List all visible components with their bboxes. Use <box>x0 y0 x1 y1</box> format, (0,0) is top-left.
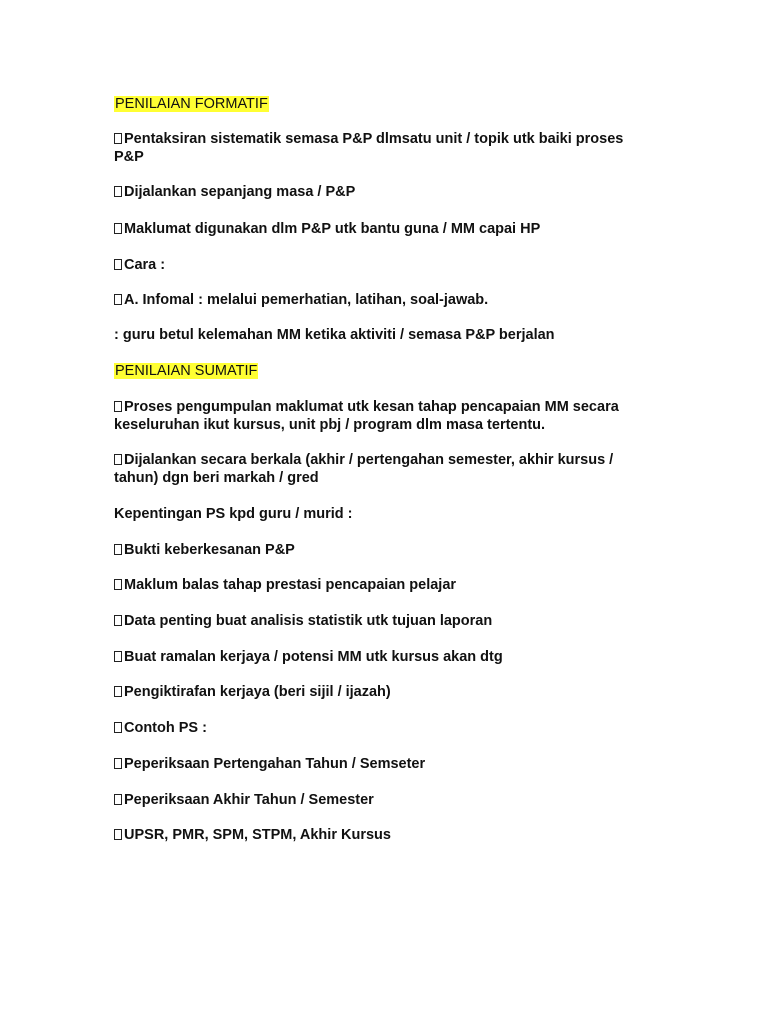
formatif-item-6-text: : guru betul kelemahan MM ketika aktiviti / semasa P&P berjalan <box>114 327 555 343</box>
kepentingan-item-2 <box>114 576 654 594</box>
missing-glyph-icon <box>114 544 122 555</box>
missing-glyph-icon <box>114 651 122 662</box>
kepentingan-item-1 <box>114 541 654 559</box>
missing-glyph-icon <box>114 259 122 270</box>
contoh-item-3-text: UPSR, PMR, SPM, STPM, Akhir Kursus <box>124 827 391 843</box>
kepentingan-item-4-text: Buat ramalan kerjaya / potensi MM utk kursus akan dtg <box>124 649 503 665</box>
kepentingan-item-1-text: Bukti keberkesanan P&P <box>124 542 295 558</box>
kepentingan-item-5 <box>114 683 654 701</box>
contoh-item-1-text: Peperiksaan Pertengahan Tahun / Semseter <box>124 756 426 772</box>
formatif-item-2-text: Dijalankan sepanjang masa / P&P <box>124 184 356 200</box>
formatif-item-6 <box>114 326 654 344</box>
kepentingan-item-3-text: Data penting buat analisis statistik utk tujuan laporan <box>124 613 493 629</box>
missing-glyph-icon <box>114 401 122 412</box>
kepentingan-item-2-text: Maklum balas tahap prestasi pencapaian pelajar <box>124 577 457 593</box>
missing-glyph-icon <box>114 223 122 234</box>
formatif-item-1 <box>114 130 654 148</box>
missing-glyph-icon <box>114 722 122 733</box>
contoh-item-2 <box>114 791 654 809</box>
sumatif-heading-text: PENILAIAN SUMATIF <box>115 363 258 379</box>
sumatif-item-2-line-2: tahun) dgn beri markah / gred <box>114 470 319 486</box>
missing-glyph-icon <box>114 133 122 144</box>
formatif-heading-text: PENILAIAN FORMATIF <box>115 96 268 112</box>
formatif-item-1-cont <box>114 148 654 166</box>
sumatif-item-2-cont <box>114 469 654 487</box>
sumatif-item-1-line-1: Proses pengumpulan maklumat utk kesan tahap pencapaian MM secara <box>124 399 619 415</box>
formatif-heading <box>114 95 654 113</box>
formatif-item-3-text: Maklumat digunakan dlm P&P utk bantu guna / MM capai HP <box>124 221 541 237</box>
missing-glyph-icon <box>114 794 122 805</box>
missing-glyph-icon <box>114 579 122 590</box>
kepentingan-item-4 <box>114 648 654 666</box>
contoh-item-2-text: Peperiksaan Akhir Tahun / Semester <box>124 792 374 808</box>
contoh-heading <box>114 719 654 737</box>
missing-glyph-icon <box>114 758 122 769</box>
kepentingan-item-5-text: Pengiktirafan kerjaya (beri sijil / ijazah) <box>124 684 391 700</box>
contoh-text: Contoh PS : <box>124 720 207 736</box>
formatif-item-5-text: A. Infomal : melalui pemerhatian, latihan, soal-jawab. <box>124 292 489 308</box>
kepentingan-item-3 <box>114 612 654 630</box>
formatif-item-4 <box>114 256 654 274</box>
formatif-item-1-line-1: Pentaksiran sistematik semasa P&P dlmsatu unit / topik utk baiki proses <box>124 131 624 147</box>
sumatif-item-2 <box>114 451 654 469</box>
formatif-item-5 <box>114 291 654 309</box>
missing-glyph-icon <box>114 686 122 697</box>
kepentingan-heading <box>114 505 654 523</box>
missing-glyph-icon <box>114 829 122 840</box>
missing-glyph-icon <box>114 615 122 626</box>
missing-glyph-icon <box>114 454 122 465</box>
contoh-item-3 <box>114 826 654 844</box>
formatif-item-4-text: Cara : <box>124 257 166 273</box>
formatif-item-3 <box>114 220 654 238</box>
missing-glyph-icon <box>114 294 122 305</box>
missing-glyph-icon <box>114 186 122 197</box>
formatif-item-2 <box>114 183 654 201</box>
sumatif-item-2-line-1: Dijalankan secara berkala (akhir / pertengahan semester, akhir kursus / <box>124 452 614 468</box>
kepentingan-text: Kepentingan PS kpd guru / murid : <box>114 506 353 522</box>
sumatif-item-1-line-2: keseluruhan ikut kursus, unit pbj / program dlm masa tertentu. <box>114 417 546 433</box>
sumatif-item-1-cont <box>114 416 654 434</box>
formatif-item-1-line-2: P&P <box>114 149 144 165</box>
sumatif-heading <box>114 362 654 380</box>
sumatif-item-1 <box>114 398 654 416</box>
contoh-item-1 <box>114 755 654 773</box>
